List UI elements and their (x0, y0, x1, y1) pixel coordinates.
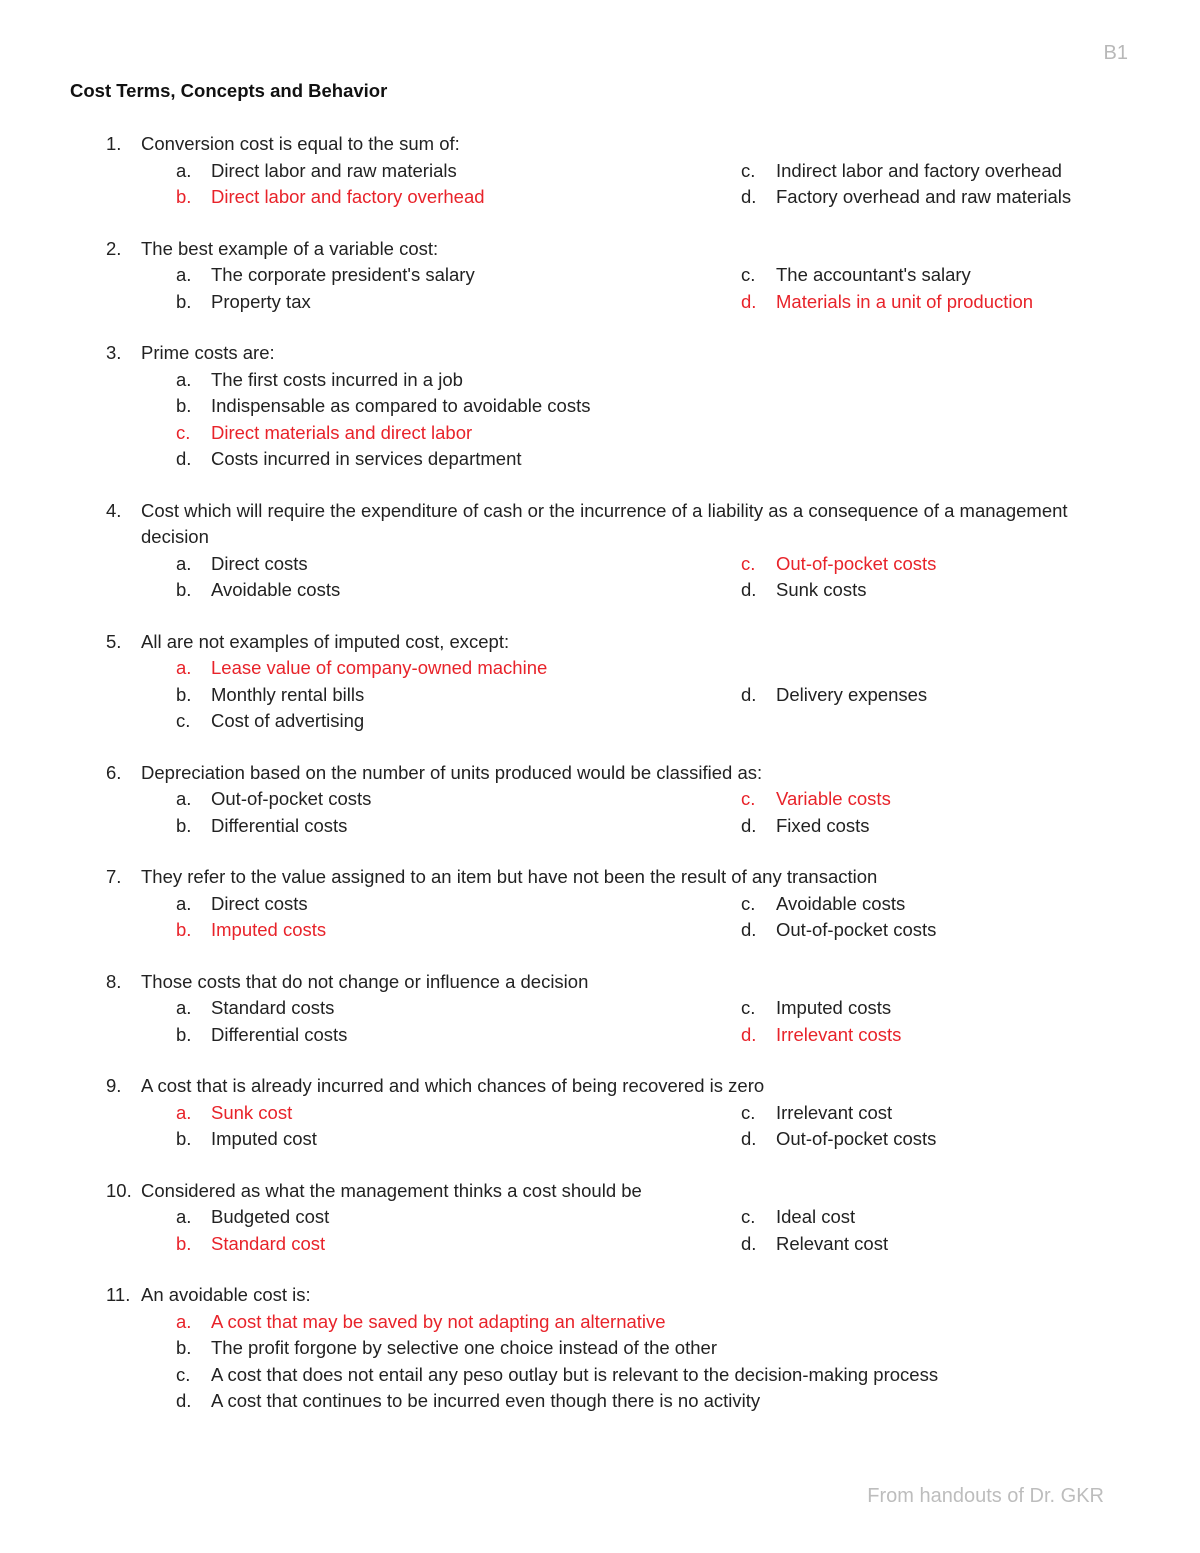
question-number: 11. (106, 1284, 131, 1305)
question-text: An avoidable cost is: (141, 1284, 311, 1305)
option-b (0, 289, 565, 316)
option-b (0, 682, 565, 709)
option-text: The profit forgone by selective one choice instead of the other (211, 1337, 717, 1358)
option-a (0, 367, 1200, 394)
option-letter: c. (741, 892, 756, 914)
option-d (565, 917, 1055, 944)
option-letter: d. (741, 1232, 757, 1254)
option-b-correct (0, 1231, 565, 1258)
option-text: Out-of-pocket costs (776, 552, 937, 574)
option-c (565, 262, 1055, 289)
option-letter: b. (176, 1232, 192, 1254)
option-b-correct (0, 184, 565, 211)
option-text: A cost that continues to be incurred even though there is no activity (211, 1390, 761, 1411)
question-10 (0, 1178, 1200, 1258)
option-c-correct (0, 420, 1200, 447)
question-list (0, 131, 1200, 1440)
option-letter: c. (176, 710, 191, 731)
option-letter: c. (176, 421, 191, 443)
option-grid (0, 262, 1200, 315)
option-text: Avoidable costs (211, 579, 341, 600)
option-b (0, 1022, 565, 1049)
option-b (0, 1126, 565, 1153)
question-stem (0, 131, 1200, 158)
option-letter: d. (741, 290, 757, 312)
option-text: Direct materials and direct labor (211, 421, 473, 443)
option-letter: c. (741, 1101, 756, 1123)
option-letter: d. (741, 814, 757, 836)
option-letter: d. (741, 919, 757, 940)
option-c-correct (565, 786, 1055, 813)
question-11 (0, 1282, 1200, 1415)
option-grid (0, 158, 1200, 211)
question-number: 1. (106, 133, 122, 154)
option-d (565, 813, 1055, 840)
option-letter: d. (741, 186, 757, 207)
option-c-correct (565, 551, 1055, 578)
option-text: Lease value of company-owned machine (211, 657, 548, 678)
option-letter: d. (741, 683, 757, 705)
option-d (565, 1231, 1055, 1258)
option-a-correct (0, 1309, 1200, 1336)
option-text: Imputed cost (211, 1128, 317, 1149)
option-a (0, 551, 565, 578)
question-stem (0, 1282, 1200, 1309)
option-a (0, 158, 565, 185)
option-a (0, 262, 565, 289)
option-b (0, 1335, 1200, 1362)
option-text: Out-of-pocket costs (776, 919, 937, 940)
option-text: Factory overhead and raw materials (776, 186, 1072, 207)
option-b (0, 577, 565, 604)
option-text: Direct labor and raw materials (211, 159, 457, 181)
option-letter: c. (741, 159, 756, 181)
option-b-correct (0, 917, 565, 944)
option-letter: a. (176, 892, 192, 914)
option-letter: a. (176, 1310, 192, 1332)
option-grid (0, 1204, 1200, 1257)
question-2 (0, 236, 1200, 316)
option-grid (0, 995, 1200, 1048)
question-text: A cost that is already incurred and which chances of being recovered is zero (141, 1075, 765, 1096)
option-text: The accountant's salary (776, 264, 971, 285)
option-letter: b. (176, 290, 192, 312)
option-grid (0, 655, 1200, 735)
option-text: A cost that does not entail any peso outlay but is relevant to the decision-making process (211, 1363, 939, 1385)
option-letter: a. (176, 1206, 192, 1227)
option-a (0, 1204, 565, 1231)
option-letter: c. (176, 1363, 191, 1385)
option-d (0, 446, 1200, 473)
question-stem (0, 340, 1200, 367)
option-letter: c. (741, 997, 756, 1018)
option-text: Avoidable costs (776, 892, 906, 914)
question-stem (0, 969, 1200, 996)
option-a-correct (0, 655, 565, 682)
option-grid (0, 1100, 1200, 1153)
option-c (565, 995, 1055, 1022)
option-text: Out-of-pocket costs (211, 788, 372, 809)
option-b (0, 813, 565, 840)
question-number: 2. (106, 237, 122, 259)
option-letter: d. (741, 1023, 757, 1045)
option-text: The first costs incurred in a job (211, 368, 463, 390)
option-letter: a. (176, 997, 192, 1018)
option-d (565, 577, 1055, 604)
option-text: Imputed costs (776, 997, 892, 1018)
option-text: Ideal cost (776, 1206, 856, 1227)
option-text: Indispensable as compared to avoidable costs (211, 395, 591, 416)
option-letter: a. (176, 552, 192, 574)
question-number: 10. (106, 1179, 132, 1201)
question-number: 9. (106, 1075, 122, 1096)
option-text: Direct costs (211, 892, 308, 914)
option-c (565, 891, 1055, 918)
option-text: Fixed costs (776, 814, 870, 836)
page-title: Cost Terms, Concepts and Behavior (70, 80, 388, 101)
question-text: They refer to the value assigned to an item but have not been the result of any transaction (141, 866, 878, 887)
footer-credit: From handouts of Dr. GKR (867, 1485, 1104, 1507)
option-b (0, 393, 1200, 420)
option-text: Out-of-pocket costs (776, 1128, 937, 1149)
option-c (0, 1362, 1200, 1389)
question-9 (0, 1073, 1200, 1153)
option-text: Materials in a unit of production (776, 290, 1034, 312)
question-8 (0, 969, 1200, 1049)
question-number: 3. (106, 342, 122, 363)
option-letter: d. (741, 579, 757, 600)
option-letter: c. (741, 788, 756, 809)
question-text: Those costs that do not change or influence a decision (141, 970, 589, 992)
option-text: Sunk costs (776, 579, 867, 600)
option-text: Standard costs (211, 997, 335, 1018)
option-text: Imputed costs (211, 919, 327, 940)
option-letter: c. (741, 264, 756, 285)
question-text: Cost which will require the expenditure of cash or the incurrence of a liability as a consequence of a management decision (141, 499, 1068, 547)
question-stem (0, 1178, 1200, 1205)
option-d (565, 184, 1072, 211)
option-a (0, 995, 565, 1022)
option-text: Delivery expenses (776, 683, 928, 705)
option-letter: a. (176, 159, 192, 181)
question-number: 7. (106, 866, 122, 887)
option-letter: c. (741, 552, 756, 574)
option-d (565, 682, 1055, 709)
page-id: B1 (1103, 42, 1128, 64)
question-number: 5. (106, 630, 122, 652)
option-letter: a. (176, 264, 192, 285)
option-letter: d. (176, 448, 192, 469)
question-text: Depreciation based on the number of units produced would be classified as: (141, 761, 763, 783)
option-text: Budgeted cost (211, 1206, 330, 1227)
question-text: Considered as what the management thinks a cost should be (141, 1179, 642, 1201)
option-d (565, 1126, 1055, 1153)
option-text: Property tax (211, 290, 311, 312)
option-text: Differential costs (211, 814, 348, 836)
option-text: A cost that may be saved by not adapting an alternative (211, 1310, 666, 1332)
option-text: Differential costs (211, 1023, 348, 1045)
question-4 (0, 498, 1200, 604)
question-1 (0, 131, 1200, 211)
question-text: All are not examples of imputed cost, except: (141, 630, 510, 652)
option-text: Costs incurred in services department (211, 448, 522, 469)
option-c (565, 1204, 1055, 1231)
option-letter: a. (176, 788, 192, 809)
option-a (0, 891, 565, 918)
option-c (0, 708, 565, 735)
option-letter: c. (741, 1206, 756, 1227)
option-letter: b. (176, 1337, 192, 1358)
option-grid (0, 786, 1200, 839)
option-letter: d. (741, 1128, 757, 1149)
question-stem (0, 864, 1200, 891)
option-list (0, 1309, 1200, 1415)
option-letter: a. (176, 368, 192, 390)
option-d-correct (565, 1022, 1055, 1049)
question-stem (0, 1073, 1200, 1100)
option-grid (0, 891, 1200, 944)
option-letter: b. (176, 1023, 192, 1045)
option-letter: b. (176, 919, 192, 940)
question-stem (0, 629, 1200, 656)
option-letter: b. (176, 395, 192, 416)
option-text: The corporate president's salary (211, 264, 475, 285)
option-grid (0, 551, 1200, 604)
question-number: 8. (106, 970, 122, 992)
question-stem (0, 236, 1200, 263)
question-5 (0, 629, 1200, 735)
option-text: Cost of advertising (211, 710, 365, 731)
option-c (565, 158, 1062, 185)
option-d-correct (565, 289, 1055, 316)
option-text: Standard cost (211, 1232, 326, 1254)
option-text: Variable costs (776, 788, 891, 809)
option-a-correct (0, 1100, 565, 1127)
option-text: Sunk cost (211, 1101, 293, 1123)
option-text: Direct costs (211, 552, 308, 574)
option-text: Irrelevant cost (776, 1101, 893, 1123)
question-stem (0, 760, 1200, 787)
option-letter: a. (176, 657, 192, 678)
option-text: Direct labor and factory overhead (211, 186, 485, 207)
question-text: Prime costs are: (141, 342, 275, 363)
option-empty (565, 655, 1055, 682)
option-text: Irrelevant costs (776, 1023, 902, 1045)
question-7 (0, 864, 1200, 944)
option-letter: b. (176, 814, 192, 836)
option-letter: b. (176, 579, 192, 600)
option-text: Indirect labor and factory overhead (776, 159, 1062, 181)
option-letter: b. (176, 683, 192, 705)
option-text: Relevant cost (776, 1232, 889, 1254)
question-3 (0, 340, 1200, 473)
option-c (565, 1100, 1055, 1127)
option-letter: d. (176, 1390, 192, 1411)
option-letter: b. (176, 1128, 192, 1149)
option-list (0, 367, 1200, 473)
question-number: 6. (106, 761, 122, 783)
option-letter: b. (176, 186, 192, 207)
question-number: 4. (106, 499, 122, 521)
question-text: The best example of a variable cost: (141, 237, 439, 259)
question-6 (0, 760, 1200, 840)
option-a (0, 786, 565, 813)
option-d (0, 1388, 1200, 1415)
question-text: Conversion cost is equal to the sum of: (141, 133, 460, 154)
question-stem (0, 498, 1200, 551)
option-letter: a. (176, 1101, 192, 1123)
option-text: Monthly rental bills (211, 683, 365, 705)
